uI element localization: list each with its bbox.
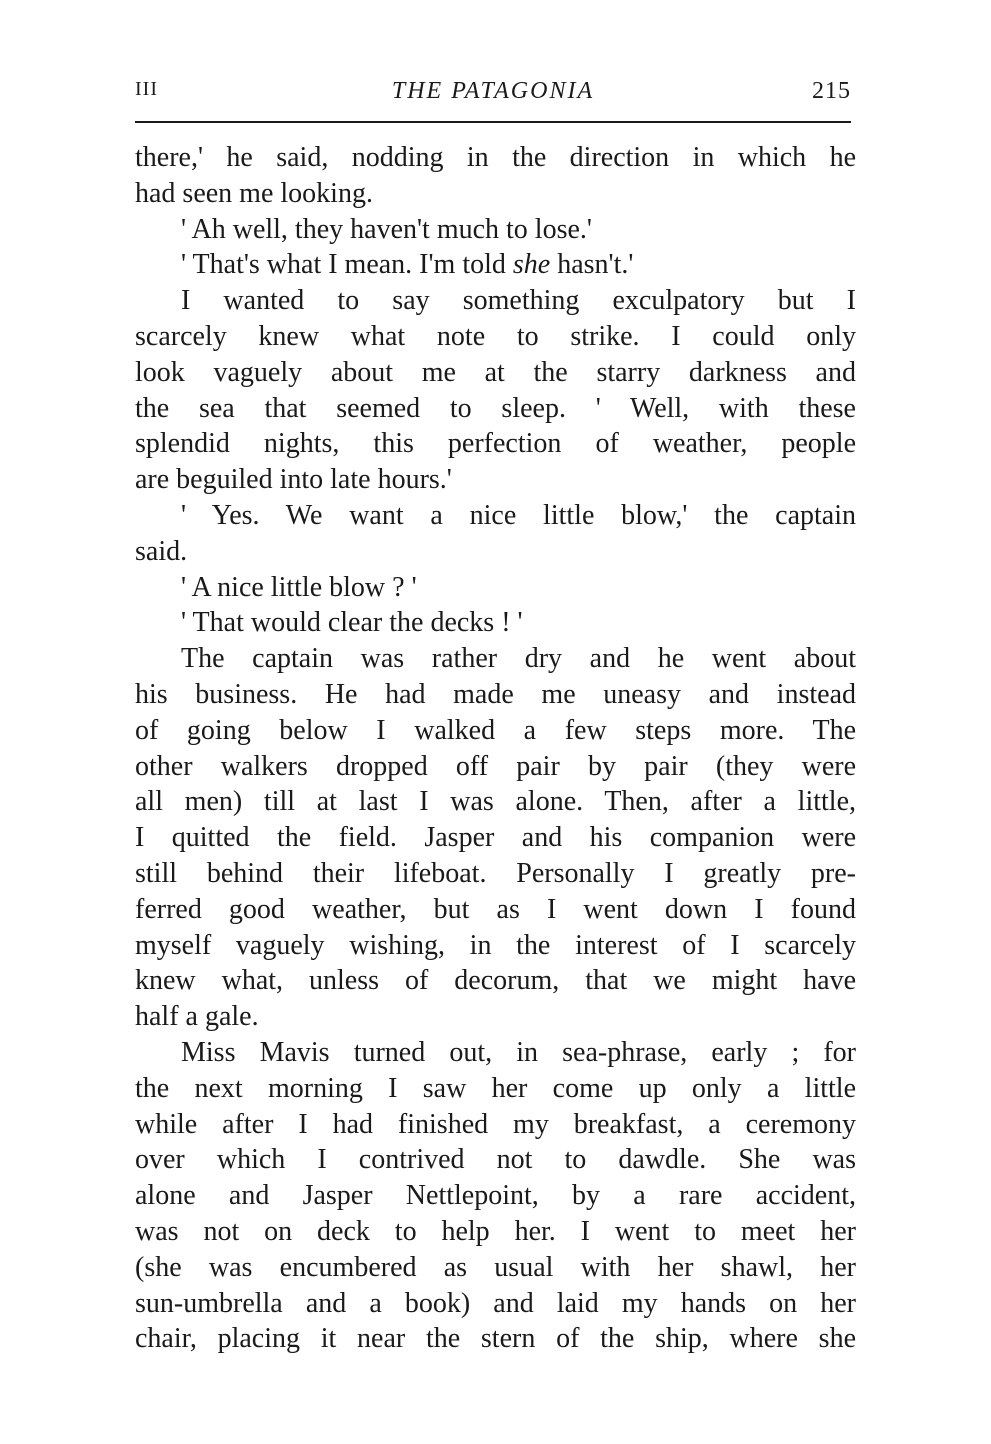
- text-line: splendid nights, this perfection of weather, people: [135, 428, 856, 460]
- text-line: was not on deck to help her. I went to meet her: [135, 1215, 856, 1247]
- text-line: other walkers dropped off pair by pair (they were: [135, 750, 856, 782]
- text-line: are beguiled into late hours.': [135, 464, 452, 496]
- text-line: alone and Jasper Nettlepoint, by a rare accident,: [135, 1180, 856, 1212]
- emphasis: she: [512, 249, 551, 281]
- text-line: over which I contrived not to dawdle. She was: [135, 1144, 856, 1176]
- text-line: look vaguely about me at the starry darkness and: [135, 356, 856, 388]
- text-line: there,' he said, nodding in the direction in which he: [135, 142, 856, 173]
- text-line: the sea that seemed to sleep. ' Well, with these: [135, 392, 856, 424]
- text-line: half a gale.: [135, 1001, 259, 1033]
- text-line: said.: [135, 535, 188, 567]
- text-line: of going below I walked a few steps more. The: [135, 714, 856, 746]
- text-line: ' Yes. We want a nice little blow,' the captain: [181, 499, 856, 531]
- text-line: ' Ah well, they haven't much to lose.': [181, 213, 592, 245]
- text-line: the next morning I saw her come up only a little: [135, 1072, 856, 1104]
- text-line: The captain was rather dry and he went about: [181, 643, 856, 675]
- text-line: scarcely knew what note to strike. I could only: [135, 320, 856, 352]
- text-line: I quitted the field. Jasper and his companion were: [135, 822, 856, 854]
- text-line: sun-umbrella and a book) and laid my hands on her: [135, 1287, 856, 1319]
- page-number: 215: [812, 78, 851, 104]
- text-line: ferred good weather, but as I went down I found: [135, 893, 856, 925]
- running-head: [135, 78, 851, 108]
- header-rule: [135, 121, 851, 123]
- text-line: I wanted to say something exculpatory but I: [181, 285, 856, 317]
- text-line: knew what, unless of decorum, that we might have: [135, 965, 856, 997]
- text-line: Miss Mavis turned out, in sea-phrase, early ; for: [181, 1036, 856, 1068]
- text-line: myself vaguely wishing, in the interest of I scarcely: [135, 929, 856, 961]
- chapter-number: III: [135, 78, 158, 100]
- text-line: ' A nice little blow ? ': [181, 571, 417, 603]
- text-line: (she was encumbered as usual with her shawl, her: [135, 1251, 856, 1283]
- text-line: his business. He had made me uneasy and instead: [135, 678, 856, 710]
- running-title: THE PATAGONIA: [391, 78, 595, 104]
- text-body: [135, 140, 856, 1357]
- text-line: had seen me looking.: [135, 177, 373, 209]
- text-line: ' That's what I mean. I'm told she hasn't.': [181, 249, 634, 281]
- text-line: while after I had finished my breakfast, a ceremony: [135, 1108, 856, 1140]
- text-line: still behind their lifeboat. Personally I greatly pre-: [135, 857, 856, 889]
- text-line: ' That would clear the decks ! ': [181, 607, 523, 639]
- text-line: chair, placing it near the stern of the ship, where she: [135, 1323, 856, 1355]
- text-line: all men) till at last I was alone. Then, after a little,: [135, 786, 856, 818]
